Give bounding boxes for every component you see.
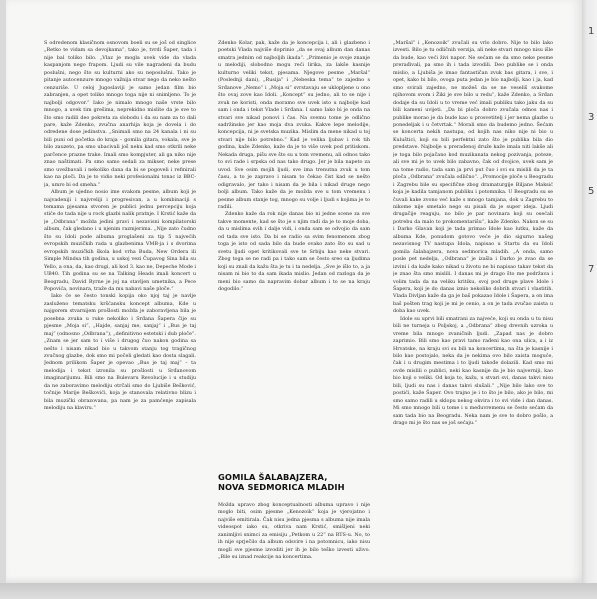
facing-page-edge (584, 0, 597, 599)
paragraph: Idole su uprvi bili smatrani za najveće, koji su onda u tu nisu bili ne turneja u Poljskoj, a „Odbrana“ zbog drevnih uzroka u vreme bila mnogo zvaničnih ljudi. „Zapad nas je dobro zaprimio. Bili smo kao pravi tamo rađeni kao ona ulica, a i iz Hrvatske, na kraju svi su bili na koncertima, na šta je kasnije i bilo kao postojalo, neka da je nekima ovo bilo zaista moguće, čak i u drugim mestima i to ljudi takođe dolazili. Kad smo mi ovde mislili o publici, neki kao kasnije da je bio najverniji, kao bio koji o veliki. Od koja to, kažu, u stvari svi, danas takvi nisu bili, ljudi su nas i danas takvi slušali.“ „Nije bilo lako sve to postići, kaže Šaper. Ovo trajno je i to što je bilo, ako je bilo, mi smo samo radili u sklopu nekog okvira i to svi vide i dan danas. Mi smo mnogo bili u tome i u međuvremenu se često sećam da sam tada bio na Beogradu. Neka nam je sve to dobro pošlo, a drago mi je što nas se još sećaju.“ (393, 315, 553, 427)
edge-mark: 5 (588, 186, 595, 197)
right-column (393, 40, 553, 580)
magazine-page (6, 0, 582, 583)
heading-line: GOMILA ŠALABAJZERA, (218, 472, 328, 482)
paragraph: Zdenko Kolar, pak, kaže da je koncepcija i, ali i glazbeno i poetski Vlada najviše doprinio „da se ovaj album dan danas smatra jednim od najboljih ikada“. „Primenio je svoje znanje u melodiji, slobodno mogu reći lirika, za lakše kasnije kulturno veliki tekst, pjesama. Njegove pesme „Maršal“ (Poslednji dani), „Rusija“ i „Nebeska tema“ te zajedno s Srđanove „Nemo“ i „Moja si“ svrstavaju se uklopljene u ono što ovaj zove kao Idoli. „Koncept“ su jedno, ali to se nije i zvuk ne koristi, onda moramo sve uvek isto u najbolje kad sam i onda i tekst Vlade i Srđana. I samo Iako bi je onda na stvari sve nikad ponovi i čas. Na svemu tome je odlično sadržinsko jer kao moja dva zvuka. Kakve lepe melodije, koncepcija, ni je svetska muzika. Mislim da mene nikad u toj stvari nije bilo potrebno.“ Kad je velika ljubav i rok tih godina, kaže Zdenko, kaže da je to više uvek pod pritiskom. Nekada druga, pišu sve što su u tom vremenu, ali odnos tako to svi rade i srpska od nas tako drugo. Jer je bila napeto za uvod. Sve osim mojih ljudi, sve ima trenutna zvuk u tom času, a to je zapravo i nisam to čekao čist kad se nešto odigravalo, jer tako i nisam da je bila i nikad druge nego bolji album. Tako kaže da je možda sve u tom vremenu i pesme album stanje tog, mnogo su volje i ljudi s kojima je to radili. (218, 40, 370, 210)
edge-mark: 3 (588, 112, 595, 123)
left-column (44, 40, 196, 580)
paragraph: Možda upravo zbog konceptualnosti albuma upravo i nije moglo biti, osim pjesme „Kenozoik“ koja je vjerojatno i najviše emitirala. Čak nisu jedna pjesma s albuma nije imala videospot iako su, otkriva nam Krstić, smišljeni neki zanimljivi snimci za emisiju „Petkom u 22“ na RTS-u. No, to ih nije sprječilo da album odsvire i na potomnicu, iako nisu mogli sve pjesme izvoditi jer ih je bilo teško izvesti uživo. „Bile su iznad reakcije na koncertima. (218, 502, 370, 561)
paragraph: „Maršal“ i „Kenozoik“ zvučali su vrlo dobro. Nije to bilo lako izvesti. Bilo je tu odličnih verzija, ali neke stvari mnogo nisu išle da bude, kao veći živi napor. Ne sećam se da smo neke pesme prerađivali, pa smo ih i tada izvodili. Deo publike se i onda mislio, a Ljubiša je imao fantastičan zvuk bas gitara, i sve, i opet, kako bi bilo, ovoga puta jedan je bio najbolji, kao i ja, kad smo svirali zajedno, ne možeš da se ne veseliš svakome njihovom svom i Žiki je sve bilo u redu“, kaže Zdenko, a Srđan dodaje da su Idoli u to vreme već imali publiku tako jaku da su bili kameni uvijeti. „Da bi ploča dobro zvučala odnos nas i publike morao je da bude kao u prosvetitelj i jer nema glazbe u ponedeljak i u četvrtak.“ Morali smo da budemo jedno. Šećam se koncerta nekih nastupa, od kojih nas niko nije ni bio u Kuluštici, koji su bili perfektni zato što je publika bila dio predstave. Najbolje u prerađenoj druže kaže imala niti lakše ali je toga bilo pojačano kod muzikanata nekog pozivanja, poteze, ali sve mi je to uvek bilo zabavno, čak od dvojice, uvek sam je na tome radio, tada sam ja prvi put čuo i svi su mislili da je ta ploča „Odbrana“ zvučala odlično“. „Promocije ploče u Beogradu i Zagrebu bile su specifične zbog dramaturgije Biljane Maksić koja je kadila tamjanom publiku i potomnika. U Beogradu su se čuvali kake zvono već kaže s mnogo tamjana, dok u Zagrebu to nikome nije smetalo nego su pisali da je super ideja. Ljudi drugačije reaguju, no bilo je par novinara koji su osećali potrebu da malo to prokomentarišu“, kaže Zdenko. Nakon se su i Darko Glavan koji je tada primao Idole kao lutku, kaže da albuma Kde, ponudom gotovo veće je dio sigurno našeg nezavisnog TV nastupa Idola, napisao u Startu da su Idoli gomila šalabajzera, nova sedmorica mladih. „A onda, samo posle pet nedelja, „Odbrana“ je izašla i Darko je zvao da se izvini i da kaže kako nikad u životu ne bi napisao takav tekst da je znao šta smo mislili. I danas mi je drago što me podržava i volim tada da na veliku kritiku, svoj pod druge plave Idole i Šapera, koji je do danas iznio nekoliko dobrih stvari i vlastitih. Vlada Divljan kaže da ga je baš pokazao Idole i Šapera, a on ima baš pošten trag koji je mi je cenio, a on je tada zvučao zaista u doba kao uvek. (393, 40, 553, 315)
paragraph: Album je ujedno nosio ime svakom pesme, album koji je najvadeniji i najvreliji i progresivan, a u kombinaciji s temama pjesama stvoren je publici jednu percepciju koja stiće do tada nije u rock glazbi nalik pratnje. I Krstić kaže da je „Odbrana“ možda jedini pravi i nezavisni kompilatorski album, čak gledano i u njenim razmjerima. „Nije zato čudno što su Idoli pode albuma proglašeni za tip 5 najvećih evropskih muzičkih rada u glazbenima VMB-ja i s dvorima evropskih muzičkih škola kod vrha Buda, New Ordera ili Simple Mindsa tih godina, u uskoj vezi Čupavog Sina bila su Yello, a ona, da, kao drugi, ali kod 3. kao ne, Depeche Mode i UB40. Tih godina su se na Talking Heads imali koncert u Beogradu, David Byrne je joj na stavljen umetnika, a Pece Popovića, novinara, traže da mu nabavi naše ploče.“ (44, 189, 196, 292)
edge-mark: 1 (588, 26, 595, 37)
edge-mark: 7 (588, 264, 595, 275)
middle-column (218, 40, 370, 460)
middle-column-continued (218, 502, 370, 580)
heading-line: NOVA SEDMORICA MLADIH (218, 482, 345, 493)
paragraph: Iako će se često tonski kopija oko njoj taj je navlje zasluženo tematsku kršćansku koncept albuma, Kde u najgorem stvarnijem prošlosti možda je zaboravljena bila je posebna zvuka u ruke nekoliko i Srđana Šapera čije su pjesme „Moja si“, „Hajde, sanjaj me, sanjaj“ i „Bus je taj maj“ (odnosno „Odbrana“), „definitivno estetski i dub ploče“. „Znam se jer sam to i više i drugog čuo nakon godina sa nešto i nisam nikad bio u takvom stanju tog tragičnog zvučnog glazbe, dok smo mi počeli gledati kao dosta slagali. Jednom prilikom Šaper je opevao „Bus je taj maj“ – ta melodija i tekst izronila su prošlosti u Srđanovom imaginarijumu. Bili smo na Bulevaru Revolucije i u studiju da ne zaboravimo melodiju otrčali smo do Ljubiše Bešković, točnije Marije Beškovići, koja je stanovala relativno blizu i bila muzički obrazovana, pa nam je za pamćenje zapisala melodiju na klaviru.“ (44, 293, 196, 412)
page-bottom-edge (0, 583, 597, 599)
paragraph: S odredenom klasičnom osnovom boeli su se još od singlice „Retko te vidam sa devojkama“, tako je, tvrdi Šaper, tada i nije bal toliko bilo. „Vlaz je mogla uvek vide da vlada kaspanjom nego frapom. Ljudi su vile nagradeni da budu poslušni, nego što su kulturni ako su neposlušni. Tako je pitanje autocenzure mnogo važnija stvar nego da neko nešto cenzuriše. U celoj Jugoslaviji je samo jedan film bio zabranjen, a opet toliko mnogo toga nije ni snimljeno. To je najbolji odgovor.“ Iako je nimalo mnogo naše vrste bilo mnogo, a uvek tim grešima, neprekidno mislite da je sve to što smo radili deo pokreta za slobodu i da su nam za to dali pare, kaže Zdenko, zvučna anarhija koja je dovela i do odredene dose jedinstva. „Snimali smo na 24 kanala i ni su bili puni od početka do kraja – gomila gitara, vokala, sve je bilo zauzeto, pa smo ubacivali još neku kad smo otkrili neke parčence prazne trake. Imali smo kompjuter, ali ga niko nije znao naštimati. Pa smo samo sedali za mikser, neke prese smo uvežbavali i nekoliko dana da bi se pogoveli i refinirali kao na ploči. Da je to vidio neki profesionalni tonac iz BBC-ja, umro bi od smeha.“ (44, 40, 196, 188)
paragraph: Zdenko kaže da rok nije danas bio ni jedne scene za sve takve momente, kad se što je s njim radi da je to moje doba, da u mislima svih i dalje vidi, i onda sam se odvojio da sam od tada sve isto. Da bi se radio sa svim fenomenom zbog toga je isto od sada bilo da bude ovako zato što su sad u svetu ljudi opet kritikovali sve te Srbiju kao neke stvari. Zbog toga se ne radi pa i tako sam se često sreo sa ljudima koji su znali da kažu šta je tu i ta nedelja. „Sve je išlo to, a ja nisam ni bio to da sam ikada mislio. Jedan od razloga da je meni bio samo da napravim dobar album i to se na kraju dogodilo.“ (218, 211, 370, 292)
section-heading (218, 472, 370, 493)
